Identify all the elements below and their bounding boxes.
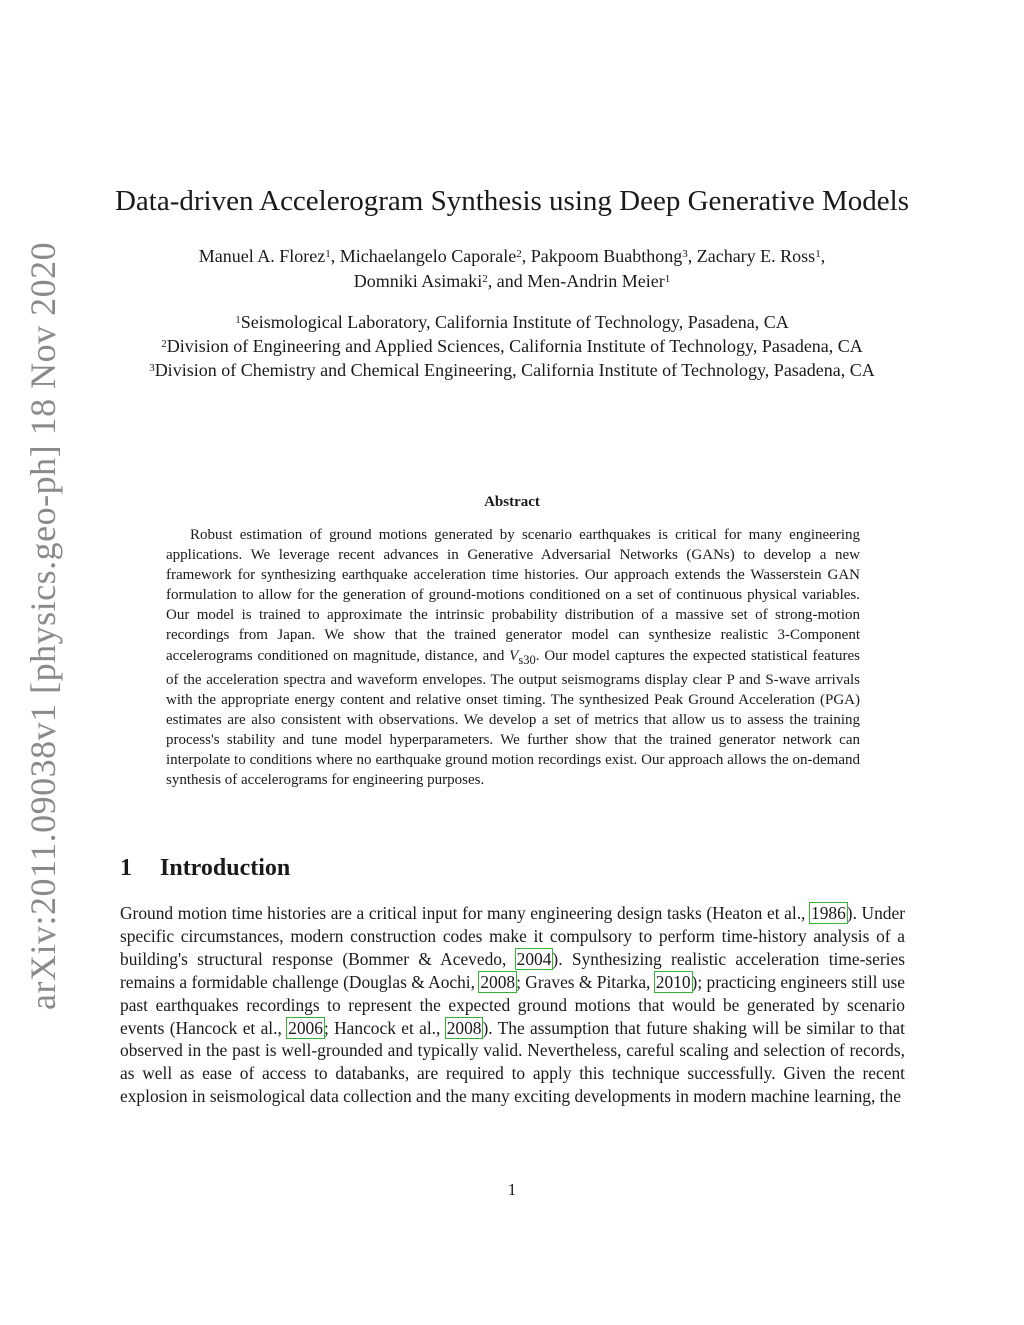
author-affiliation-mark: 2 bbox=[482, 273, 488, 285]
author-name: Domniki Asimaki bbox=[353, 271, 483, 291]
citation-link[interactable]: 2008 bbox=[480, 971, 516, 992]
section-title: Introduction bbox=[160, 855, 291, 881]
affiliation-item bbox=[110, 358, 914, 382]
author-affiliation-mark: 1 bbox=[325, 248, 331, 260]
author-name: Pakpoom Buabthong bbox=[530, 246, 683, 266]
section-number: 1 bbox=[120, 855, 132, 881]
author-name: Men-Andrin Meier bbox=[527, 271, 665, 291]
affiliation-text: Seismological Laboratory, California Institute of Technology, Pasadena, CA bbox=[240, 312, 789, 332]
author-affiliation-mark: 1 bbox=[815, 248, 821, 260]
author-separator: , and bbox=[487, 271, 528, 291]
citation-link[interactable]: 2010 bbox=[655, 971, 691, 992]
intro-text: ; Hancock et al., bbox=[323, 1017, 446, 1038]
vs30-symbol: V bbox=[509, 647, 519, 664]
citation-link[interactable]: 2006 bbox=[288, 1017, 323, 1038]
citation-link[interactable]: 2008 bbox=[446, 1017, 482, 1038]
affiliation-item bbox=[110, 310, 914, 334]
intro-text: ); practicing engineers still use past earthquakes recordings to represent the expected ground motions that would be generated by scenario events (Hancock et al., bbox=[120, 971, 906, 1038]
author-list bbox=[110, 244, 914, 294]
author-separator: , bbox=[521, 246, 531, 266]
author-name: Michaelangelo Caporale bbox=[339, 246, 517, 266]
citation-link[interactable]: 2004 bbox=[516, 948, 552, 969]
affiliation-text: Division of Chemistry and Chemical Engineering, California Institute of Technology, Pasadena, CA bbox=[154, 360, 875, 380]
intro-text: ). The assumption that future shaking will be similar to that observed in the past is well-grounded and typically valid. Nevertheless, careful scaling and selection of records, as well as ease of access to databanks, are required to apply this technique successfully. Given the recent explosion in seismological data collection and the many exciting developments in modern machine learning, the bbox=[120, 1017, 905, 1107]
affiliation-number: 3 bbox=[149, 362, 155, 374]
author-separator: , bbox=[820, 246, 826, 266]
author-affiliation-mark: 1 bbox=[664, 273, 671, 285]
author-affiliation-mark: 3 bbox=[682, 248, 688, 260]
paper-title: Data-driven Accelerogram Synthesis using Deep Generative Models bbox=[114, 185, 910, 217]
intro-text: ; Graves & Pitarka, bbox=[516, 971, 655, 992]
page-number: 1 bbox=[507, 1180, 517, 1199]
abstract-heading: Abstract bbox=[484, 494, 540, 510]
affiliation-item bbox=[110, 334, 914, 358]
affiliation-number: 1 bbox=[235, 314, 241, 326]
author-affiliation-mark: 2 bbox=[516, 248, 522, 260]
affiliation-number: 2 bbox=[161, 338, 167, 350]
author-separator: , bbox=[687, 246, 697, 266]
affiliation-list bbox=[110, 310, 914, 382]
abstract-body bbox=[166, 525, 860, 790]
intro-text: Ground motion time histories are a critical input for many engineering design tasks (Heaton et al., bbox=[120, 903, 810, 923]
citation-link[interactable]: 1986 bbox=[811, 903, 846, 923]
vs30-subscript: s30 bbox=[518, 652, 536, 667]
arxiv-identifier-stamp: arXiv:2011.09038v1 [physics.geo-ph] 18 Nov 2020 bbox=[23, 241, 63, 1010]
section-heading bbox=[120, 855, 290, 882]
author-name: Manuel A. Florez bbox=[198, 246, 326, 266]
intro-text: ). Synthesizing realistic acceleration time-series remains a formidable challenge (Douglas & Aochi, bbox=[120, 948, 905, 992]
introduction-paragraph bbox=[120, 902, 905, 1108]
author-separator: , bbox=[330, 246, 340, 266]
intro-text: ). Under specific circumstances, modern construction codes make it compulsory to perform time-history analysis of a building's structural response (Bommer & Acevedo, bbox=[120, 903, 905, 969]
abstract-text: . Our model captures the expected statistical features of the acceleration spectra and waveform envelopes. The output seismograms display clear P and S-wave arrivals with the appropriate energy content and relative onset timing. The synthesized Peak Ground Acceleration (PGA) estimates are also consistent with observations. We develop a set of metrics that allow us to assess the training process's stability and tune model hyperparameters. We further show that the trained generator network can interpolate to conditions where no earthquake ground motion recordings exist. Our approach allows the on-demand synthesis of accelerograms for engineering purposes. bbox=[166, 647, 860, 789]
affiliation-text: Division of Engineering and Applied Sciences, California Institute of Technology, Pasadena, CA bbox=[166, 336, 863, 356]
author-name: Zachary E. Ross bbox=[696, 246, 816, 266]
abstract-text: Robust estimation of ground motions generated by scenario earthquakes is critical for many engineering applications. We leverage recent advances in Generative Adversarial Networks (GANs) to develop a new framework for synthesizing earthquake acceleration time histories. Our approach extends the Wasserstein GAN formulation to allow for the generation of ground-motions conditioned on a set of continuous physical variables. Our model is trained to approximate the intrinsic probability distribution of a massive set of strong-motion recordings from Japan. We show that the trained generator model can synthesize realistic 3-Component accelerograms conditioned on magnitude, distance, and bbox=[166, 527, 860, 664]
